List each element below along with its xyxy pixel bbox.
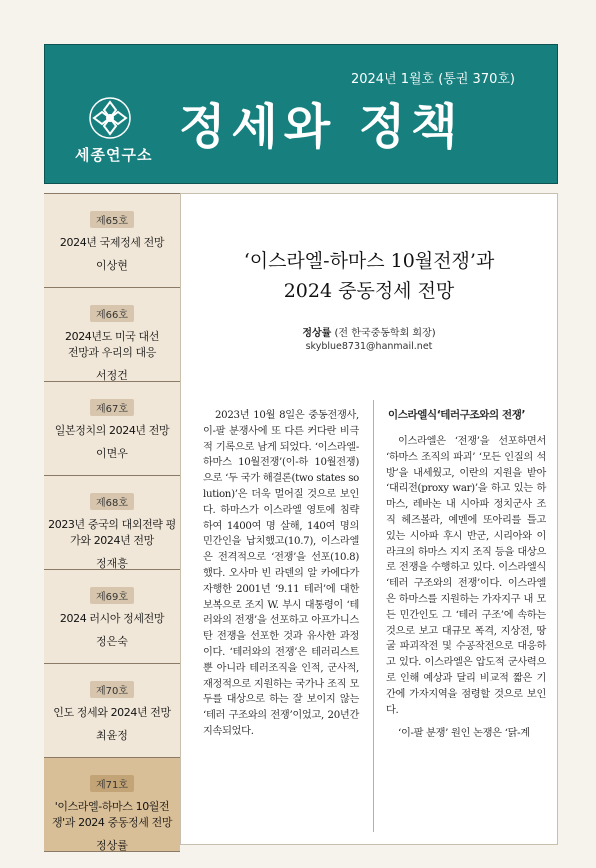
toc-number: 제70호 (90, 681, 134, 698)
toc-item-71[interactable] (44, 758, 180, 852)
author-name: 정상률 (302, 328, 332, 339)
toc-title: 2024년도 미국 대선 전망과 우리의 대응 (65, 330, 159, 359)
section-heading: 이스라엘식‘테러구조와의 전쟁’ (388, 409, 526, 421)
toc-author: 정상률 (96, 839, 128, 852)
toc-number: 제65호 (90, 211, 134, 228)
sejong-logo-icon (89, 97, 131, 139)
toc-title: 2024년 국제정세 전망 (59, 236, 165, 249)
article-byline (181, 324, 557, 339)
toc-number: 제67호 (90, 399, 134, 416)
toc-title: 2024 러시아 정세전망 (59, 612, 165, 625)
toc-author: 정재흥 (96, 557, 128, 570)
article-paragraph: 이스라엘은 ‘전쟁’을 선포하면서 ‘하마스 조직의 파괴’ ‘모든 인질의 석방’을 내세웠고, 이란의 지원을 받아 ‘대리전(proxy war)’을 하고 있는 하마스, 레바논 내 시아파 정치군사 조직 헤즈볼라, 예멘에 또아리를 틀고 있는 시아파 후시 반군, 시리아와 이라크의 하마스 지지 조직 등을 대상으로 전쟁을 수행하고 있다. 이스라엘식 ‘테러 구조와의 전쟁’이다. 이스라엘은 하마스를 지원하는 가자지구 내 모든 민간인도 그 ‘테러 구조’에 속하는 것으로 보고 대규모 폭격, 지상전, 땅굴 파괴작전 및 수공작전으로 대응하고 있다. 이스라엘은 압도적 군사력으로 인해 예상과 달리 비교적 짧은 기간에 가자지역을 점령할 것으로 보인다. (386, 436, 546, 716)
toc-title: 2023년 중국의 대외전략 평가와 2024년 전망 (48, 518, 176, 547)
article-paragraph: 2023년 10월 8일은 중동전쟁사, 이-팔 분쟁사에 또 다른 커다란 비극적 기록으로 남게 되었다. ‘이스라엘-하마스 10월전쟁’(이-하 10월전쟁)으로 ‘두 국가 해결론(two states solution)’은 더욱 멀어질 것으로 보인다. 하마스가 이스라엘 영토에 침략하여 1400여 명 살해, 140여 명의 민간인을 납치했고(10.7), 이스라엘은 전격적으로 ‘전쟁’을 선포(10.8)했다. 오사마 빈 라덴의 알 카에다가 자행한 2001년 ‘9.11 테러’에 대한 보복으로 조지 W. 부시 대통령이 ‘테러와의 전쟁’을 선포하고 아프가니스탄 전쟁을 선포한 것과 유사한 과정이다. ‘테러와의 전쟁’은 테러리스트 뿐 아니라 테러조직을 인적, 군사적, 재정적으로 지원하는 국가나 조직 모두를 대상으로 하는 잘 보이지 않는 ‘테러 구조와의 전쟁’이었고, 20년간 지속되었다. (203, 410, 359, 737)
toc-author: 이면우 (96, 447, 128, 460)
toc-number: 제71호 (90, 775, 134, 792)
article-paragraph: ‘이-팔 분쟁’ 원인 논쟁은 ‘닭-계 (398, 728, 530, 740)
article-panel (180, 193, 558, 845)
article-title (181, 246, 557, 306)
toc-title: 일본정치의 2024년 전망 (54, 424, 170, 437)
article-column-2 (386, 434, 546, 742)
toc-item-68[interactable] (44, 476, 180, 570)
issue-info: 2024년 1월호 (통권 370호) (350, 72, 515, 87)
toc-author: 서정건 (96, 369, 128, 382)
toc-author: 이상현 (96, 259, 128, 272)
column-divider (373, 400, 374, 832)
toc-number: 제66호 (90, 305, 134, 322)
toc-author: 정은숙 (96, 635, 128, 648)
publisher-name: 세종연구소 (75, 146, 153, 164)
toc-item-70[interactable] (44, 664, 180, 758)
toc-item-67[interactable] (44, 382, 180, 476)
toc-sidebar (44, 193, 180, 852)
toc-title: '이스라엘-하마스 10월전쟁'과 2024 중동정세 전망 (51, 800, 173, 829)
author-affiliation: (전 한국중동학회 회장) (334, 328, 436, 339)
toc-author: 최윤정 (96, 729, 128, 742)
toc-number: 제69호 (90, 587, 134, 604)
masthead (44, 44, 558, 184)
toc-item-65[interactable] (44, 194, 180, 288)
page-title: 정세와 정책 (179, 99, 464, 155)
article-title-line1: ‘이스라엘-하마스 10월전쟁’과 (243, 250, 495, 272)
article-column-1 (203, 408, 359, 740)
toc-item-69[interactable] (44, 570, 180, 664)
toc-title: 인도 정세와 2024년 전망 (53, 706, 171, 719)
toc-number: 제68호 (90, 493, 134, 510)
author-email[interactable]: skyblue8731@hanmail.net (305, 341, 433, 352)
article-title-line2: 2024 중동정세 전망 (283, 280, 455, 302)
toc-item-66[interactable] (44, 288, 180, 382)
